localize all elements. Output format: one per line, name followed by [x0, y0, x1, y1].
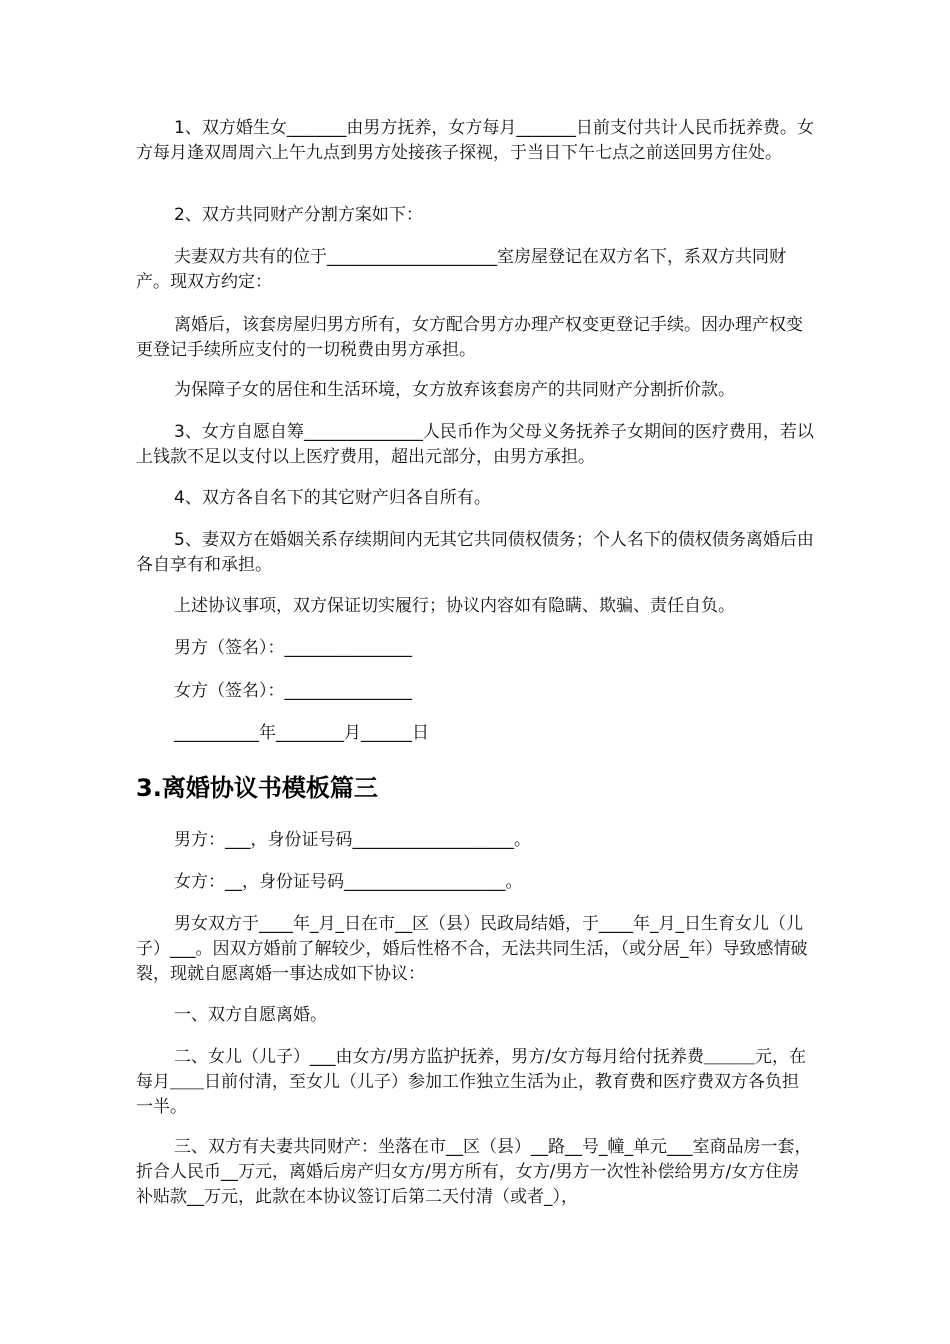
article-1-divorce: 一、双方自愿离婚。 [174, 1005, 327, 1025]
date-line: __________年________月______日 [174, 723, 429, 743]
clause-1-custody: 1、双方婚生女_______由男方抚养，女方每月_______日前支付共计人民币抚养费。女方每月逢双周周六上午九点到男方处接孩子探视，于当日下午七点之前送回男方住处。 [136, 118, 814, 163]
article-2-child-custody: 二、女儿（儿子）___由女方/男方监护抚养，男方/女方每月给付抚养费＿＿＿元，在每月＿＿日前付清，至女儿（儿子）参加工作独立生活为止，教育费和医疗费双方各负担一半。 [136, 1047, 806, 1117]
waiver-paragraph: 为保障子女的居住和生活环境，女方放弃该套房产的共同财产分割折价款。 [174, 380, 735, 400]
clause-5-debts: 5、妻双方在婚姻关系存续期间内无其它共同债权债务；个人名下的债权债务离婚后由各自享有和承担。 [136, 530, 814, 575]
clause-2-property: 2、双方共同财产分割方案如下： [174, 205, 423, 225]
house-ownership-paragraph: 离婚后，该套房屋归男方所有，女方配合男方办理产权变更登记手续。因办理产权变更登记手续所应支付的一切税费由男方承担。 [136, 315, 803, 360]
marriage-background-paragraph: 男女双方于____年_月_日在市__区（县）民政局结婚，于____年_月_日生育女儿（儿子）___。因双方婚前了解较少，婚后性格不合，无法共同生活，（或分居_年）导致感情破裂，现就自愿离婚一事达成如下协议： [136, 914, 808, 984]
shared-house-paragraph: 夫妻双方共有的位于____________________室房屋登记在双方名下，系双方共同财产。现双方约定： [136, 247, 786, 292]
section-heading: 3.离婚协议书模板篇三 [136, 774, 378, 802]
guarantee-paragraph: 上述协议事项，双方保证切实履行；协议内容如有隐瞒、欺骗、责任自负。 [174, 596, 735, 616]
clause-3-medical: 3、女方自愿自筹______________人民币作为父母义务抚养子女期间的医疗费用，若以上钱款不足以支付以上医疗费用，超出元部分，由男方承担。 [136, 422, 814, 467]
female-signature-line: 女方（签名）：_______________ [174, 681, 412, 701]
male-id-line: 男方：___，身份证号码___________________。 [174, 830, 531, 850]
male-signature-line: 男方（签名）：_______________ [174, 638, 412, 658]
female-id-line: 女方：__，身份证号码___________________。 [174, 872, 523, 892]
article-3-joint-property: 三、双方有夫妻共同财产：坐落在市__区（县）__路__号_幢_单元___室商品房一套，折合人民币__万元，离婚后房产归女方/男方所有，女方/男方一次性补偿给男方/女方住房补贴款__万元，此款在本协议签订后第二天付清（或者_）， [136, 1137, 812, 1207]
clause-4-assets: 4、双方各自名下的其它财产归各自所有。 [174, 488, 491, 508]
